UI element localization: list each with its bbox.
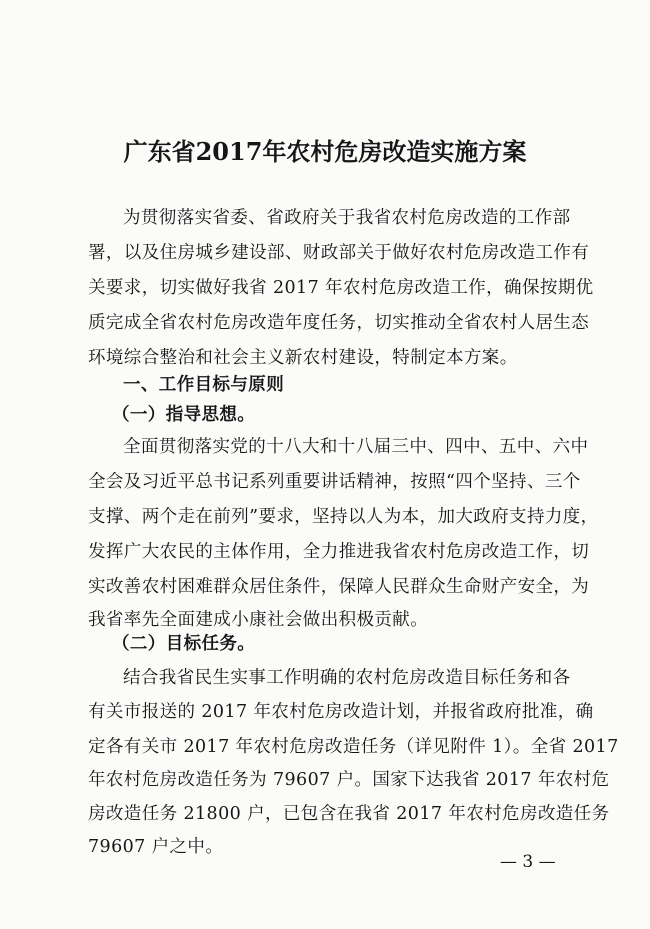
intro-line-2: 署，以及住房城乡建设部、财政部关于做好农村危房改造工作有 <box>88 243 590 263</box>
guiding-line-3: 支撑、两个走在前列”要求，坚持以人为本，加大政府支持力度， <box>88 507 599 527</box>
document-title: 广东省2017年农村危房改造实施方案 <box>123 137 527 166</box>
target-line-3: 定各有关市 2017 年农村危房改造任务（详见附件 1）。全省 2017 <box>88 737 619 757</box>
intro-line-4: 质完成全省农村危房改造年度任务，切实推动全省农村人居生态 <box>88 313 590 333</box>
target-line-4: 年农村危房改造任务为 79607 户。国家下达我省 2017 年农村危 <box>88 770 610 790</box>
subsection-heading-1: （一）指导思想。 <box>112 405 256 425</box>
target-line-6: 79607 户之中。 <box>88 837 224 857</box>
page-number: — 3 — <box>500 852 556 872</box>
intro-line-3: 关要求，切实做好我省 2017 年农村危房改造工作，确保按期优 <box>88 278 594 298</box>
intro-line-5: 环境综合整治和社会主义新农村建设，特制定本方案。 <box>88 348 518 368</box>
target-line-5: 房改造任务 21800 户，已包含在我省 2017 年农村危房改造任务 <box>88 804 610 824</box>
target-line-1: 结合我省民生实事工作明确的农村危房改造目标任务和各 <box>123 668 571 688</box>
intro-line-1: 为贯彻落实省委、省政府关于我省农村危房改造的工作部 <box>123 208 571 228</box>
section-heading-1: 一、工作目标与原则 <box>123 375 285 395</box>
guiding-line-5: 实改善农村困难群众居住条件，保障人民群众生命财产安全，为 <box>88 577 590 597</box>
guiding-line-4: 发挥广大农民的主体作用，全力推进我省农村危房改造工作，切 <box>88 542 590 562</box>
guiding-line-2: 全会及习近平总书记系列重要讲话精神，按照“四个坚持、三个 <box>88 472 581 492</box>
target-line-2: 有关市报送的 2017 年农村危房改造计划，并报省政府批准，确 <box>88 702 594 722</box>
subsection-heading-2: （二）目标任务。 <box>112 634 256 654</box>
guiding-line-6: 我省率先全面建成小康社会做出积极贡献。 <box>88 610 429 630</box>
guiding-line-1: 全面贯彻落实党的十八大和十八届三中、四中、五中、六中 <box>123 437 589 457</box>
